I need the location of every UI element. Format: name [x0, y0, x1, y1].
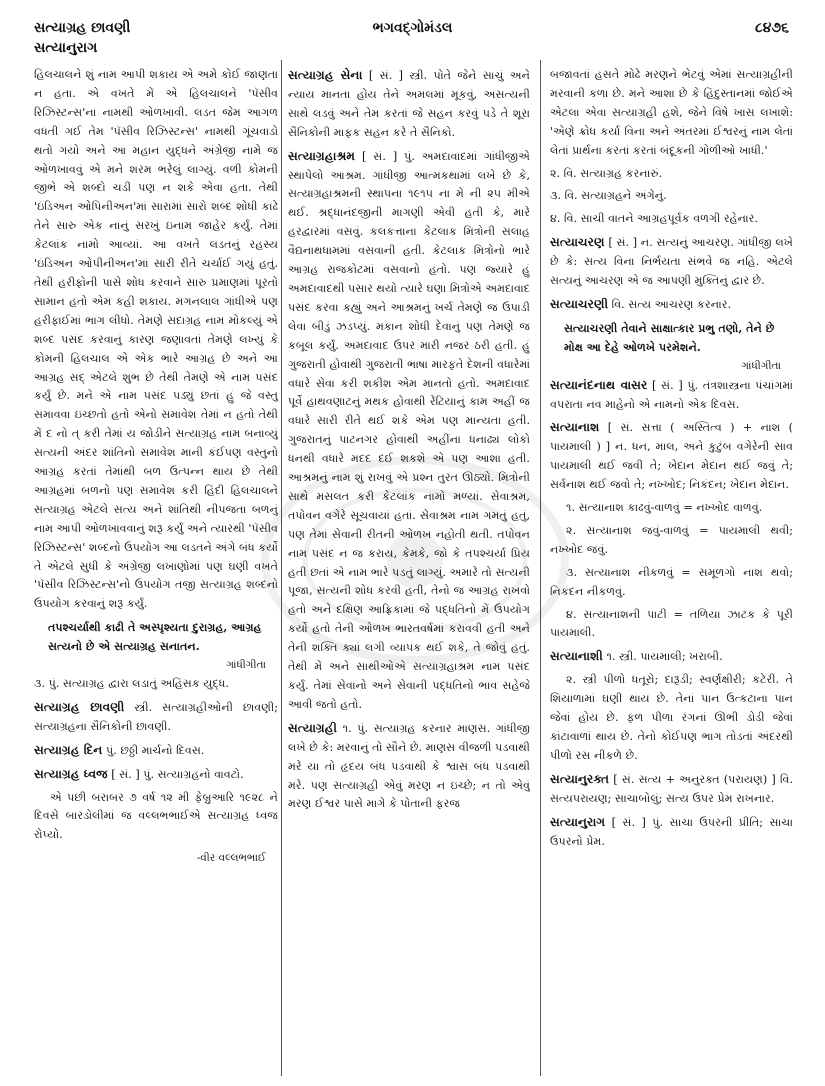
dictionary-entry — [550, 295, 793, 315]
definition: [ સં. ] પું. સત્યાગ્રહનો વાવટો. — [111, 767, 244, 781]
quotation-source: ગાંધીગીતા — [741, 359, 781, 372]
definition: વિ. સત્ય આચરણ કરનાર. — [611, 297, 732, 311]
column-1 — [34, 66, 278, 1072]
entry-continuation: બજાવતાં હસતે મોઢે મરણને ભેટવું એમાં સત્યાગ્રહીની મરવાની કળા છે. મને આશા છે કે હિંદુસ્તાનમાં જોઈએ એટલા એવા સત્યાગ્રહી હશે, જેને વિષે ખાસ લખાશે: 'એણે ક્રોધ કર્યા વિના અને અંતરમાં ઈશ્વરનું નામ લેતાં લેતાં પ્રાર્થના કરતાં કરતાં બંદૂકની ગોળીઓ ખાધી.' — [550, 68, 793, 157]
dictionary-entry — [550, 770, 793, 809]
headword: સત્યાગ્રહ સેના — [288, 68, 363, 82]
running-title: ભગવદ્ગોમંડલ — [372, 20, 453, 36]
headword: સત્યાગ્રહાશ્રમ — [288, 148, 356, 163]
definition: ૨. સત્યાનાશ જવું-વાળવું = પાયમાલી થવી; નખ્ખોદ જવું. — [550, 523, 793, 556]
column-divider — [281, 60, 282, 1076]
definition: ૪. વિ. સાચી વાતને આગ્રહપૂર્વક વળગી રહેનાર. — [550, 212, 758, 226]
dictionary-entry — [550, 647, 793, 667]
definition: ૩. સત્યાનાશ નીકળવું = સમૂળગો નાશ થવો; નિકંદન નીકળવું. — [550, 565, 793, 598]
column-divider — [540, 60, 541, 1076]
definition: [ સં. સત્તા ( અસ્તિત્વ ) + નાશ ( પાયમાલી ) ] ન. ધન, માલ, અને કુટુંબ વગેરેની સાવ પાયમાલી થઈ જવી તે; ખેદાન મેદાન થઈ જવું તે; સર્વનાશ થઈ જવો તે; નખ્ખોદ; નિકંદન; ખેદાન મેદાન. — [550, 421, 793, 492]
definition: ૨. વિ. સત્યાગ્રહ કરનારું. — [550, 166, 663, 180]
dictionary-entry — [34, 765, 278, 785]
headword: સત્યાગ્રહ છાવણી — [34, 699, 125, 714]
headword: સત્યાનાશ — [550, 420, 600, 435]
definition: ૨. સ્ત્રી પીળો ધતૂરો; દારૂડી; સ્વર્ણક્ષીરી; કટેરી. તે શિયાળામાં ઘણી થાય છે. તેનાં પાન ઉત્કટાના પાન જેવાં હોય છે. ફળ પીળા રંગનાં ઊભી ડોડી જેવાં કાંટાવાળાં થાય છે. તેનો કોઈપણ ભાગ તોડતાં અંદરથી પીળો રસ નીકળે છે. — [550, 673, 793, 762]
definition: ૪. સત્યાનાશની પાટી = તળિયા ઝાટક કે પૂરી પાયમાલી. — [550, 607, 793, 640]
headword: સત્યાગ્રહ ધ્વજ — [34, 766, 108, 781]
guide-word-first: સત્યાગ્રહ છાવણી — [34, 20, 131, 36]
headword: સત્યાચરણી — [550, 296, 609, 311]
entry-continuation: હિલચાલને શું નામ આપી શકાય એ અમે કોઈ જાણતા ન હતા. એ વખતે મેં એ હિલચાલને 'પૅસીવ રિઝિસ્ટન્સ'ના નામથી ઓળખાવી. લડત જેમ આગળ વધતી ગઈ તેમ 'પૅસીવ રિઝિસ્ટન્સ' નામથી ગૂંચવાડો થતો ગયો અને આ મહાન યુદ્ધને અંગ્રેજી નામે જ ઓળખાવવું એ મને શરમ ભરેલું લાગ્યું. વળી કોમની જીભે એ શબ્દો ચડી પણ ન શકે એવા હતા. તેથી 'ઇંડિઅન ઓપિનીઅન'માં સારામાં સારો શબ્દ શોધી કાઢે તેને સારુ એક નાનું સરખું ઇનામ જાહેર કર્યું. તેમાં કેટલાંક નામો આવ્યાં. આ વખતે લડતનું રહસ્ય 'ઇંડિઅન ઓપીનીઅન'માં સારી રીતે ચર્ચાઈ ગયું હતું. તેથી હરીફોની પાસે શોધ કરવાને સારુ પ્રમાણમાં પૂરતો સામાન હતો એમ કહી શકાય. મગનલાલ ગાંધીએ પણ હરીફાઈમાં ભાગ લીધો. તેમણે સદાગ્રહ નામ મોકલ્યું એ શબ્દ પસંદ કરવાનું કારણ જણાવતાં તેમણે લખ્યું કે કોમની હિલચાલ એ એક ભારે આગ્રહ છે અને આ આગ્રહ સદ્ એટલે શુભ છે તેથી તેમણે એ નામ પસંદ કર્યું છે. મને એ નામ પસંદ પડ્યું છતાં હું જે વસ્તુ સમાવવા ઇચ્છતો હતો એનો સમાવેશ તેમાં ન હતો તેથી મેં દ નો ત્ કરી તેમાં ય જોડીને સત્યાગ્રહ નામ બનાવ્યું સત્યની અંદર શાંતિનો સમાવેશ માની કંઈપણ વસ્તુનો આગ્રહ કરતાં તેમાંથી બળ ઉત્પન્ન થાય છે તેથી આગ્રહમાં બળનો પણ સમાવેશ કરી હિંદી હિલચાલને સત્યાગ્રહ એટલે સત્ય અને શાંતિથી નીપજતા બળનું નામ આપી ઓળખાવવાનું શરૂ કર્યું અને ત્યારથી 'પૅસીવ રિઝિસ્ટન્સ' શબ્દનો ઉપયોગ આ લડતને અંગે બંધ કર્યો તે એટલે સુધી કે અંગ્રેજી લખાણોમાં પણ ઘણી વખતે 'પૅસીવ રિઝિસ્ટન્સ'નો ઉપયોગ તજી સત્યાગ્રહ શબ્દનો ઉપયોગ કરવાનું શરૂ કર્યું. — [34, 68, 278, 611]
quotation-source: ગાંધીગીતા — [226, 659, 266, 672]
guide-word-last: સત્યાનુરાગ — [34, 40, 98, 56]
definition: ૧. સ્ત્રી. પાયમાલી; ખરાબી. — [606, 650, 723, 664]
definition: [ સં. ] પું. અમદાવાદમાં ગાંધીજીએ સ્થાપેલો આશ્રમ. ગાંધીજી આત્મકથામાં લખે છે કે, સત્યાગ્રહાશ્રમની સ્થાપના ૧૯૧૫ ના મે ની ૨૫ મીએ થઈ. શ્રદ્ધાનંદજીની માગણી એવી હતી કે, મારે હરદ્વારમાં વસવું. કલકત્તાના કેટલાક મિત્રોની સલાહ વૈદ્યનાથધામમાં વસવાની હતી. કેટલાક મિત્રોનો ભારે આગ્રહ રાજકોટમાં વસવાનો હતો. પણ જ્યારે હું અમદાવાદથી પસાર થયો ત્યારે ઘણા મિત્રોએ અમદાવાદ પસંદ કરવા કહ્યું અને આશ્રમનું ખર્ચ તેમણે જ ઉપાડી લેવા બીડું ઝડપ્યું. મકાન શોધી દેવાનું પણ તેમણે જ કબૂલ કર્યું. અમદાવાદ ઉપર મારી નજર ઠરી હતી. હું ગુજરાતી હોવાથી ગુજરાતી ભાષા મારફતે દેશની વધારેમાં વધારે સેવા કરી શકીશ એમ માનતો હતો. અમદાવાદ પૂર્વે હાથવણાટનું મથક હોવાથી રેંટિયાનું કામ અહીં જ વધારે સારી રીતે થઈ શકે એમ પણ માન્યતા હતી. ગુજરાતનું પાટનગર હોવાથી અહીંના ધનાઢ્ય લોકો ધનથી વધારે મદદ દઈ શકશે એ પણ આશા હતી. આશ્રમનું નામ શું રાખવું એ પ્રશ્ન તુરત ઊઠ્યો. મિત્રોની સાથે મસલત કરી કેટલાંક નામો મળ્યાં. સેવાશ્રમ, તપોવન વગેરે સૂચવાયાં હતાં. સેવાશ્રમ નામ ગમતું હતું, પણ તેમાં સેવાની રીતની ઓળખ નહોતી થતી. તપોવન નામ પસંદ ન જ કરાય, કેમકે, જો કે તપશ્ચર્યા પ્રિય હતી છતાં એ નામ ભારે પડતું લાગ્યું. અમારે તો સત્યની પૂજા, સત્યની શોધ કરવી હતી, તેનો જ આગ્રહ રાખવો હતો અને દક્ષિણ આફ્રિકામાં જે પદ્ધતિનો મેં ઉપયોગ કર્યો હતો તેની ઓળખ ભારતવર્ષમાં કરાવવી હતી અને તેની શક્તિ ક્યાં લગી વ્યાપક થઈ શકે, તે જોવું હતું. તેથી મેં અને સાથીઓએ સત્યાગ્રહાશ્રમ નામ પસંદ કર્યું. તેમાં સેવાનો અને સેવાની પદ્ધતિનો ભાવ સહેજે આવી જતો હતો. — [288, 149, 530, 711]
dictionary-entry — [288, 66, 530, 143]
definition: સ્ત્રી. સત્યાગ્રહીઓની છાવણી; સત્યાગ્રહના સૈનિકોની છાવણી. — [34, 700, 278, 733]
quotation: તપશ્ચર્યાથી કાઢી તે અસ્પૃશ્યતા દુરાગ્રહ, આગ્રહ સત્યનો છે એ સત્યાગ્રહ સનાતન. — [48, 620, 262, 654]
definition: [ સં. ] પું. સાચા ઉપરની પ્રીતિ; સાચા ઉપરનો પ્રેમ. — [550, 815, 793, 848]
example-text: એ પછી બરાબર ૭ વર્ષ ૧૨ મી ફેબ્રુઆરિ ૧૯૨૮ ને દિવસે બારડોલીમાં જ વલ્લભભાઈએ સત્યાગ્રહ ધ્વજ રોપ્યો. — [34, 790, 278, 842]
definition: ૧. પું. સત્યાગ્રહ કરનાર માણસ. ગાંધીજી લખે છે કે: મરવાનું તો સૌને છે. માણસ વીજળી પડવાથી મરે યા તો હૃદય બંધ પડવાથી કે શ્વાસ બંધ પડવાથી મરે. પણ સત્યાગ્રહી એવું મરણ ન ઇચ્છે; ન તો એવું મરણ ઈશ્વર પાસે માગે કે પોતાની ફરજ — [288, 721, 530, 811]
headword: સત્યાનંદનાથ વાસર — [550, 377, 648, 392]
definition: [ સં. ] સ્ત્રી. પોતે જેને સાચું અને ન્યાય માનતા હોય તેને અમલમાં મૂકવું, અસત્યની સાથે લડવું અને તેમ કરતાં જે સહન કરવું પડે તે શૂરા સૈનિકોની માફક સહન કરે તે સૈનિકો. — [288, 69, 530, 139]
dictionary-entry — [550, 233, 793, 291]
definition: ૩. વિ. સત્યાગ્રહને અંગેનું. — [550, 189, 667, 203]
definition: [ સં. ] ન. સત્યનું આચરણ. ગાંધીજી લખે છે કે: સત્ય વિના નિર્ભયતા સંભવે જ નહિ. એટલે સત્યનું આચરણ એ જ આપણી મુક્તિનું દ્વાર છે. — [550, 236, 793, 288]
headword: સત્યાગ્રહી — [288, 720, 337, 735]
quotation-source: -વીર વલ્લભભાઈ — [196, 852, 266, 865]
definition: [ સં. ] પું. તંત્રશાસ્ત્રના પંચાંગમાં વપરાતા નવ માહેનો એ નામનો એક દિવસ. — [550, 378, 793, 411]
dictionary-entry — [288, 719, 530, 815]
dictionary-entry — [550, 376, 793, 415]
column-2 — [288, 66, 530, 1072]
definition: ૩. પું. સત્યાગ્રહ દ્વારા લડાતું અહિંસક યુદ્ધ. — [34, 677, 229, 690]
headword: સત્યાનુરક્ત — [550, 771, 610, 786]
page-number: ૮૪૭૬ — [755, 20, 789, 36]
page-header — [0, 0, 825, 56]
dictionary-entry — [550, 418, 793, 495]
dictionary-entry — [550, 813, 793, 852]
definition: પું. છઠ્ઠી માર્ચનો દિવસ. — [105, 743, 205, 757]
headword: સત્યાનાશી — [550, 649, 603, 664]
dictionary-entry — [288, 147, 530, 715]
dictionary-entry — [34, 741, 278, 761]
headword: સત્યાનુરાગ — [550, 814, 606, 829]
headword: સત્યાગ્રહ દિન — [34, 742, 103, 757]
definition: ૧. સત્યાનાશ કાઢવું-વાળવું = નખ્ખોદ વાળવું. — [566, 501, 763, 515]
quotation: સત્યાચરણી તેવાને સાક્ષાત્કાર પ્રભુ તણો, તેને છે મોક્ષ આ દેહે ઓળખે પરમેશને. — [564, 320, 775, 354]
definition: [ સં. સત્ય + અનુરક્ત (પરાયણ) ] વિ. સત્યપરાયણ; સાચાબોલું; સત્ય ઉપર પ્રેમ રાખનાર. — [550, 772, 793, 805]
dictionary-entry — [34, 698, 278, 737]
headword: સત્યાચરણ — [550, 235, 605, 250]
column-3 — [550, 66, 793, 1072]
